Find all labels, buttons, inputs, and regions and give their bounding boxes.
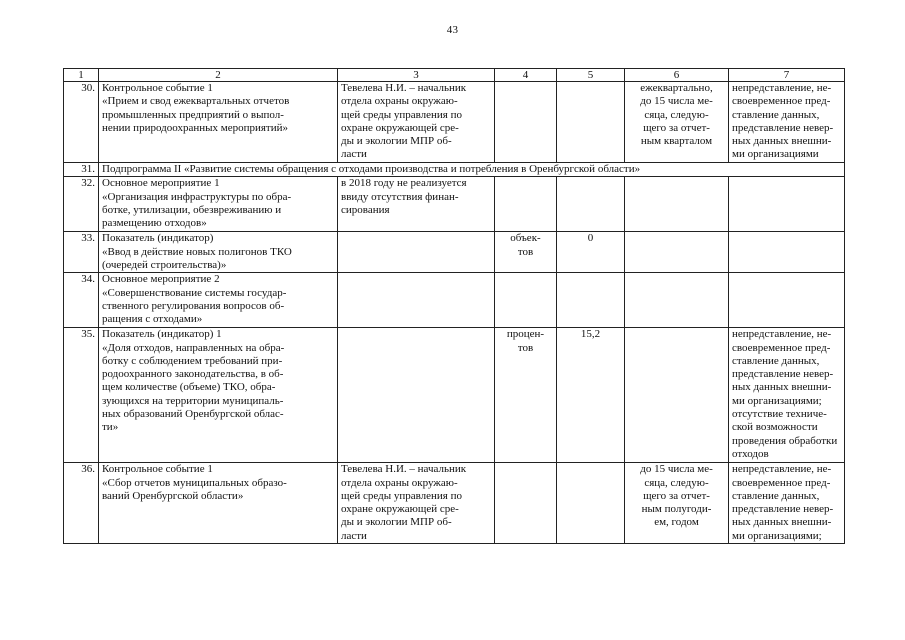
cell-text-line: нении природоохранных мероприятий» <box>102 121 289 134</box>
cell-text-line: до 15 числа ме- <box>640 463 713 476</box>
cell-text-line: ных образований Оренбургской облас- <box>102 408 284 421</box>
cell-text-line: щей среды управления по <box>341 108 463 121</box>
risk-cell <box>729 463 845 544</box>
table-row <box>64 328 845 463</box>
unit-cell <box>495 177 557 232</box>
cell-text-line: ласти <box>341 529 367 542</box>
risk-cell <box>729 232 845 273</box>
value-cell <box>557 177 625 232</box>
description-cell <box>99 177 338 232</box>
cell-text-line: ставление данных, <box>732 354 820 367</box>
responsible-cell <box>338 463 495 544</box>
header-cell: 7 <box>729 69 845 82</box>
unit-cell <box>495 328 557 463</box>
risk-cell <box>729 177 845 232</box>
cell-text-line: тов <box>517 341 534 354</box>
cell-text-line: отдела охраны окружаю- <box>341 476 458 489</box>
cell-text-line: отходов <box>732 447 769 460</box>
header-cell: 4 <box>495 69 557 82</box>
cell-text-line: до 15 числа ме- <box>640 95 713 108</box>
cell-text-line: ти» <box>102 421 119 434</box>
cell-text-line: ем, годом <box>654 516 699 529</box>
cell-text-line: ежеквартально, <box>640 82 713 94</box>
cell-text-line: щем количестве (объеме) ТКО, обра- <box>102 381 276 394</box>
cell-text-line: ввиду отсутствия финан- <box>341 190 459 203</box>
cell-text-line: отсутствие техниче- <box>732 408 827 421</box>
page-number: 43 <box>446 24 459 36</box>
row-number-cell: 32. <box>64 177 99 232</box>
table-row <box>64 232 845 273</box>
cell-text-line: ным полугоди- <box>641 503 712 516</box>
cell-text-line: ных данных внешни- <box>732 516 832 529</box>
cell-text-line: ных данных внешни- <box>732 381 832 394</box>
cell-text-line: ской возможности <box>732 421 818 434</box>
cell-text-line: ным кварталом <box>640 135 713 148</box>
cell-text-line: ми организациями; <box>732 394 822 407</box>
responsible-cell <box>338 232 495 273</box>
cell-text-line: ственного регулирования вопросов об- <box>102 299 285 312</box>
unit-cell <box>495 232 557 273</box>
cell-text-line: охране окружающей сре- <box>341 503 459 516</box>
deadline-cell <box>625 232 729 273</box>
risk-cell <box>729 328 845 463</box>
table-row <box>64 82 845 163</box>
responsible-cell <box>338 82 495 163</box>
responsible-cell <box>338 328 495 463</box>
cell-text-line: ботке, утилизации, обезвреживанию и <box>102 203 282 216</box>
table-row <box>64 177 845 232</box>
value-cell <box>557 232 625 273</box>
cell-text-line: ставление данных, <box>732 108 820 121</box>
header-row <box>64 69 845 82</box>
cell-text-line: сирования <box>341 203 390 216</box>
cell-text-line: зующихся на территории муниципаль- <box>102 394 284 407</box>
cell-text-line: ды и экологии МПР об- <box>341 135 452 148</box>
value-cell <box>557 273 625 328</box>
cell-text-line: родоохранного законодательства, в об- <box>102 368 284 381</box>
header-cell: 6 <box>625 69 729 82</box>
cell-text-line: Основное мероприятие 1 <box>102 177 220 190</box>
responsible-cell <box>338 273 495 328</box>
cell-text-line: ды и экологии МПР об- <box>341 516 452 529</box>
cell-text-line: своевременное пред- <box>732 95 831 108</box>
cell-text-line: 0 <box>587 232 594 245</box>
description-cell <box>99 232 338 273</box>
cell-text-line: Показатель (индикатор) 1 <box>102 328 222 341</box>
description-cell <box>99 463 338 544</box>
cell-text-line: ботку с соблюдением требований при- <box>102 354 283 367</box>
cell-text-line: «Сбор отчетов муниципальных образо- <box>102 476 287 489</box>
deadline-cell <box>625 177 729 232</box>
cell-text-line: 15,2 <box>580 328 601 341</box>
deadline-cell <box>625 328 729 463</box>
cell-text-line: (очередей строительства)» <box>102 258 227 271</box>
deadline-cell <box>625 273 729 328</box>
cell-text-line: тов <box>517 245 534 258</box>
header-cell: 2 <box>99 69 338 82</box>
cell-text-line: объек- <box>510 232 541 245</box>
cell-text-line: «Совершенствование системы государ- <box>102 286 287 299</box>
value-cell <box>557 82 625 163</box>
header-cell: 3 <box>338 69 495 82</box>
cell-text-line: проведения обработки <box>732 434 838 447</box>
cell-text-line: «Доля отходов, направленных на обра- <box>102 341 285 354</box>
cell-text-line: своевременное пред- <box>732 341 831 354</box>
cell-text-line: ми организациями <box>732 148 819 161</box>
header-cell: 5 <box>557 69 625 82</box>
cell-text-line: ми организациями; <box>732 529 822 542</box>
cell-text-line: Основное мероприятие 2 <box>102 273 220 286</box>
table-body <box>64 69 845 544</box>
cell-text-line: представление невер- <box>732 368 834 381</box>
cell-text-line: Показатель (индикатор) <box>102 232 214 245</box>
responsible-cell <box>338 177 495 232</box>
risk-cell <box>729 273 845 328</box>
cell-text-line: «Прием и свод ежеквартальных отчетов <box>102 95 290 108</box>
cell-text-line: размещению отходов» <box>102 217 207 230</box>
cell-text-line: непредставление, не- <box>732 328 832 341</box>
cell-text-line: промышленных предприятий о выпол- <box>102 108 284 121</box>
cell-text-line: представление невер- <box>732 503 834 516</box>
row-number-cell: 35. <box>64 328 99 463</box>
cell-text-line: Контрольное событие 1 <box>102 82 213 94</box>
description-cell <box>99 328 338 463</box>
table-row <box>64 463 845 544</box>
cell-text-line: непредставление, не- <box>732 463 832 476</box>
cell-text-line: своевременное пред- <box>732 476 831 489</box>
cell-text-line: непредставление, не- <box>732 82 832 94</box>
cell-text-line: ваний Оренбургской области» <box>102 489 244 502</box>
row-number-cell: 31. <box>64 163 99 177</box>
unit-cell <box>495 82 557 163</box>
row-number-cell: 36. <box>64 463 99 544</box>
cell-text-line: Контрольное событие 1 <box>102 463 213 476</box>
unit-cell <box>495 463 557 544</box>
cell-text-line: ных данных внешни- <box>732 135 832 148</box>
cell-text-line: охране окружающей сре- <box>341 121 459 134</box>
row-number-cell: 30. <box>64 82 99 163</box>
cell-text-line: сяца, следую- <box>644 476 709 489</box>
cell-text-line: процен- <box>506 328 545 341</box>
report-table <box>63 68 845 544</box>
cell-text-line: в 2018 году не реализуется <box>341 177 467 190</box>
cell-text-line: отдела охраны окружаю- <box>341 95 458 108</box>
table-row <box>64 273 845 328</box>
row-number-cell: 33. <box>64 232 99 273</box>
cell-text-line: представление невер- <box>732 121 834 134</box>
cell-text-line: щего за отчет- <box>643 489 710 502</box>
deadline-cell <box>625 82 729 163</box>
description-cell <box>99 82 338 163</box>
value-cell <box>557 463 625 544</box>
subprogram-title-cell: Подпрограмма II «Развитие системы обращения с отходами производства и потребления в Оренбургской области» <box>99 163 845 177</box>
deadline-cell <box>625 463 729 544</box>
risk-cell <box>729 82 845 163</box>
row-number-cell: 34. <box>64 273 99 328</box>
cell-text-line: «Ввод в действие новых полигонов ТКО <box>102 245 292 258</box>
value-cell <box>557 328 625 463</box>
cell-text-line: щего за отчет- <box>643 121 710 134</box>
cell-text-line: «Организация инфраструктуры по обра- <box>102 190 292 203</box>
cell-text-line: ращения с отходами» <box>102 313 203 326</box>
table-row <box>64 163 845 177</box>
cell-text-line: ставление данных, <box>732 489 820 502</box>
description-cell <box>99 273 338 328</box>
header-cell: 1 <box>64 69 99 82</box>
cell-text-line: сяца, следую- <box>644 108 709 121</box>
cell-text-line: Тевелева Н.И. – начальник <box>341 82 467 94</box>
cell-text-line: ласти <box>341 148 367 161</box>
unit-cell <box>495 273 557 328</box>
cell-text-line: Тевелева Н.И. – начальник <box>341 463 467 476</box>
cell-text-line: щей среды управления по <box>341 489 463 502</box>
